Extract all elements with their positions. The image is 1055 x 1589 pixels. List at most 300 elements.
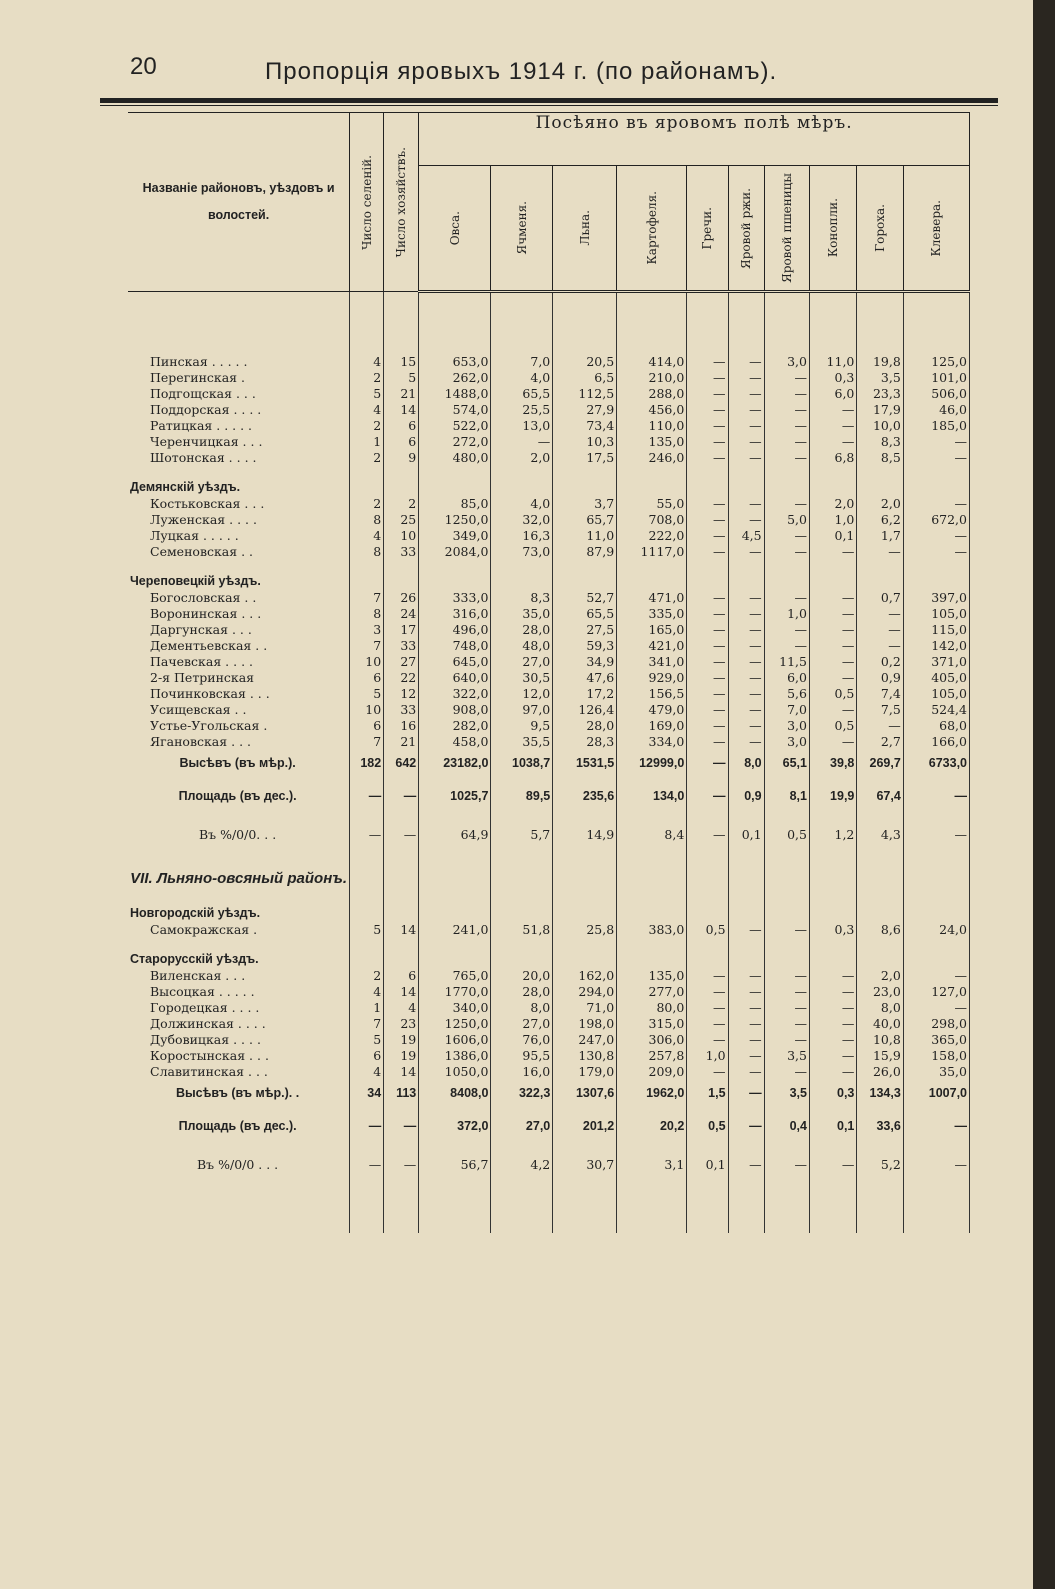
table-row: [128, 853, 970, 905]
table-cell: [553, 465, 617, 479]
table-cell: —: [809, 983, 856, 999]
table-cell: —: [809, 1063, 856, 1079]
table-cell: [764, 1183, 809, 1233]
table-row: [128, 701, 970, 717]
table-cell: 9: [384, 449, 419, 465]
table-cell: [903, 905, 969, 921]
table-cell: 32,0: [491, 511, 553, 527]
table-cell: 7,4: [857, 685, 903, 701]
table-cell: 17: [384, 621, 419, 637]
table-cell: —: [350, 1107, 384, 1145]
table-cell: 2: [350, 417, 384, 433]
table-cell: —: [764, 495, 809, 511]
table-row: [128, 495, 970, 511]
table-cell: —: [857, 605, 903, 621]
row-label: Костьковская . . .: [150, 495, 265, 511]
table-cell: 11,0: [553, 527, 617, 543]
table-cell: 20,2: [617, 1107, 687, 1145]
table-cell: 4,2: [491, 1145, 553, 1183]
table-cell: 3,5: [857, 369, 903, 385]
table-cell: —: [857, 543, 903, 559]
table-cell: —: [687, 543, 728, 559]
table-cell: 333,0: [419, 589, 491, 605]
table-cell: 65,5: [491, 385, 553, 401]
table-cell: [687, 559, 728, 573]
table-cell: 25,5: [491, 401, 553, 417]
table-cell: —: [857, 637, 903, 653]
table-cell: 89,5: [491, 777, 553, 815]
table-cell: [728, 951, 764, 967]
table-cell: 5: [350, 385, 384, 401]
table-cell: [728, 573, 764, 589]
table-cell: —: [857, 621, 903, 637]
table-cell: —: [687, 983, 728, 999]
table-cell: [350, 559, 384, 573]
table-cell: —: [809, 653, 856, 669]
table-cell: [764, 937, 809, 951]
table-cell: [809, 937, 856, 951]
table-cell: 0,3: [809, 369, 856, 385]
table-cell: —: [764, 543, 809, 559]
page-number: 20: [130, 53, 157, 80]
table-cell: —: [687, 815, 728, 853]
table-cell: [553, 559, 617, 573]
table-row: [128, 749, 970, 777]
table-cell: [728, 292, 764, 354]
table-cell: [903, 1183, 969, 1233]
table-cell: —: [728, 967, 764, 983]
table-cell: 3,0: [764, 717, 809, 733]
table-cell: [687, 573, 728, 589]
table-cell: 52,7: [553, 589, 617, 605]
table-row: [128, 1145, 970, 1183]
table-cell: 7,5: [857, 701, 903, 717]
table-cell: —: [903, 999, 969, 1015]
table-cell: 35,0: [903, 1063, 969, 1079]
table-cell: 27,0: [491, 1015, 553, 1031]
table-cell: 162,0: [553, 967, 617, 983]
table-cell: —: [384, 1107, 419, 1145]
row-label: Высѣвъ (въ мѣр.).: [179, 756, 296, 770]
table-cell: [491, 573, 553, 589]
header-villages: Число селеній.: [350, 113, 384, 292]
table-cell: 17,9: [857, 401, 903, 417]
table-cell: 4,3: [857, 815, 903, 853]
row-label: Воронинская . . .: [150, 605, 262, 621]
table-cell: —: [687, 369, 728, 385]
table-cell: [419, 559, 491, 573]
row-label: Ратицкая . . . . .: [150, 417, 253, 433]
table-cell: —: [687, 401, 728, 417]
table-cell: —: [687, 999, 728, 1015]
table-cell: 1531,5: [553, 749, 617, 777]
table-cell: 15,9: [857, 1047, 903, 1063]
table-row: [128, 717, 970, 733]
table-cell: 0,2: [857, 653, 903, 669]
table-cell: —: [687, 605, 728, 621]
row-label: Подгощская . . .: [150, 385, 256, 401]
table-cell: 262,0: [419, 369, 491, 385]
table-cell: 1606,0: [419, 1031, 491, 1047]
table-cell: 2,0: [857, 967, 903, 983]
table-cell: 8: [350, 511, 384, 527]
table-cell: 7: [350, 589, 384, 605]
table-cell: 640,0: [419, 669, 491, 685]
table-cell: 0,9: [857, 669, 903, 685]
table-cell: [419, 292, 491, 354]
table-row: [128, 905, 970, 921]
table-cell: 2: [350, 449, 384, 465]
table-cell: —: [687, 353, 728, 369]
table-cell: 4: [350, 983, 384, 999]
row-label: Площадь (въ дес.).: [178, 1119, 297, 1133]
table-cell: [809, 465, 856, 479]
table-cell: 456,0: [617, 401, 687, 417]
table-cell: 135,0: [617, 433, 687, 449]
table-cell: [764, 951, 809, 967]
row-label: Высоцкая . . . . .: [150, 983, 255, 999]
table-cell: 26: [384, 589, 419, 605]
table-cell: 10,0: [857, 417, 903, 433]
row-label: Самокражская .: [150, 921, 258, 937]
table-cell: 2: [350, 967, 384, 983]
table-cell: [728, 559, 764, 573]
table-cell: 25,8: [553, 921, 617, 937]
table-cell: 1: [350, 433, 384, 449]
table-cell: 1038,7: [491, 749, 553, 777]
table-cell: —: [809, 733, 856, 749]
table-cell: 12999,0: [617, 749, 687, 777]
table-cell: 68,0: [903, 717, 969, 733]
table-cell: 28,0: [553, 717, 617, 733]
row-label: Пачевская . . . .: [150, 653, 253, 669]
table-cell: —: [764, 527, 809, 543]
table-cell: 55,0: [617, 495, 687, 511]
table-cell: —: [728, 1079, 764, 1107]
header-crop-flax: Льна.: [553, 166, 617, 292]
table-row: [128, 815, 970, 853]
table-cell: 471,0: [617, 589, 687, 605]
table-cell: 33: [384, 637, 419, 653]
row-label: Площадь (въ дес.).: [178, 789, 297, 803]
table-cell: [857, 905, 903, 921]
table-cell: [764, 292, 809, 354]
table-cell: —: [728, 433, 764, 449]
table-cell: 169,0: [617, 717, 687, 733]
table-row: [128, 937, 970, 951]
table-cell: [350, 937, 384, 951]
table-cell: 19: [384, 1047, 419, 1063]
table-cell: 0,3: [809, 1079, 856, 1107]
table-cell: —: [728, 1015, 764, 1031]
table-cell: [350, 573, 384, 589]
table-cell: [728, 905, 764, 921]
table-cell: 5: [384, 369, 419, 385]
table-cell: [687, 292, 728, 354]
table-cell: —: [809, 605, 856, 621]
table-cell: —: [764, 637, 809, 653]
table-cell: 0,7: [857, 589, 903, 605]
table-cell: [419, 1183, 491, 1233]
table-cell: 1: [350, 999, 384, 1015]
table-cell: [617, 465, 687, 479]
table-cell: —: [687, 417, 728, 433]
table-cell: 35,5: [491, 733, 553, 749]
table-cell: 39,8: [809, 749, 856, 777]
table-cell: 5,6: [764, 685, 809, 701]
row-label: Поддорская . . . .: [150, 401, 262, 417]
table-cell: 5,7: [491, 815, 553, 853]
table-cell: —: [728, 449, 764, 465]
table-cell: 87,9: [553, 543, 617, 559]
table-cell: 1770,0: [419, 983, 491, 999]
table-cell: 28,0: [491, 621, 553, 637]
table-cell: 372,0: [419, 1107, 491, 1145]
table-cell: —: [687, 685, 728, 701]
table-cell: [350, 853, 384, 905]
table-cell: —: [728, 589, 764, 605]
table-cell: 125,0: [903, 353, 969, 369]
table-cell: —: [687, 1063, 728, 1079]
table-cell: 8: [350, 543, 384, 559]
row-label: 2-я Петринская: [150, 669, 255, 685]
table-cell: 10,3: [553, 433, 617, 449]
table-cell: —: [687, 1015, 728, 1031]
table-cell: [687, 465, 728, 479]
table-cell: 269,7: [857, 749, 903, 777]
table-cell: —: [903, 1107, 969, 1145]
table-cell: 241,0: [419, 921, 491, 937]
table-cell: 14,9: [553, 815, 617, 853]
row-label: Череповецкій уѣздъ.: [130, 574, 261, 588]
table-cell: [903, 951, 969, 967]
table-cell: —: [809, 701, 856, 717]
table-cell: 322,0: [419, 685, 491, 701]
page-title: Пропорція яровыхъ 1914 г. (по районамъ).: [265, 58, 778, 85]
table-cell: 1117,0: [617, 543, 687, 559]
table-row: [128, 983, 970, 999]
table-cell: —: [687, 589, 728, 605]
header-crop-barley: Ячменя.: [491, 166, 553, 292]
table-cell: 12,0: [491, 685, 553, 701]
table-row: [128, 1015, 970, 1031]
table-cell: —: [728, 1031, 764, 1047]
table-cell: 28,0: [491, 983, 553, 999]
table-cell: 33,6: [857, 1107, 903, 1145]
table-cell: [857, 937, 903, 951]
table-cell: —: [728, 1107, 764, 1145]
row-label: Луцкая . . . . .: [150, 527, 239, 543]
table-cell: [553, 1183, 617, 1233]
table-cell: —: [728, 1047, 764, 1063]
table-cell: —: [350, 1145, 384, 1183]
table-cell: 56,7: [419, 1145, 491, 1183]
table-cell: 8,4: [617, 815, 687, 853]
table-cell: 2084,0: [419, 543, 491, 559]
row-label: Должинская . . . .: [150, 1015, 266, 1031]
table-cell: —: [764, 589, 809, 605]
table-cell: [809, 292, 856, 354]
table-cell: [903, 853, 969, 905]
table-cell: 6733,0: [903, 749, 969, 777]
table-cell: —: [687, 701, 728, 717]
table-cell: 3,1: [617, 1145, 687, 1183]
table-cell: [350, 479, 384, 495]
table-cell: —: [728, 495, 764, 511]
table-cell: —: [728, 1063, 764, 1079]
table-cell: 17,2: [553, 685, 617, 701]
table-cell: —: [687, 967, 728, 983]
table-row: [128, 353, 970, 369]
table-cell: [350, 465, 384, 479]
table-cell: 19,8: [857, 353, 903, 369]
table-cell: 7,0: [491, 353, 553, 369]
table-cell: —: [728, 621, 764, 637]
table-cell: 8,6: [857, 921, 903, 937]
table-cell: —: [764, 999, 809, 1015]
row-label: Виленская . . .: [150, 967, 246, 983]
table-cell: —: [728, 511, 764, 527]
table-cell: —: [687, 777, 728, 815]
table-cell: 480,0: [419, 449, 491, 465]
table-cell: 14: [384, 1063, 419, 1079]
table-cell: 6: [350, 717, 384, 733]
table-row: [128, 527, 970, 543]
table-cell: 209,0: [617, 1063, 687, 1079]
row-label: Перегинская .: [150, 369, 246, 385]
table-cell: 294,0: [553, 983, 617, 999]
table-cell: —: [764, 1031, 809, 1047]
table-cell: 10,8: [857, 1031, 903, 1047]
table-cell: 7: [350, 637, 384, 653]
table-cell: 8: [350, 605, 384, 621]
table-cell: 316,0: [419, 605, 491, 621]
row-label: Богословская . .: [150, 589, 257, 605]
table-cell: 4: [350, 401, 384, 417]
table-cell: [491, 937, 553, 951]
table-cell: —: [728, 401, 764, 417]
table-cell: —: [687, 733, 728, 749]
table-cell: 135,0: [617, 967, 687, 983]
table-cell: 1007,0: [903, 1079, 969, 1107]
table-cell: 2: [350, 369, 384, 385]
table-cell: 27,0: [491, 653, 553, 669]
table-row: [128, 589, 970, 605]
table-cell: 134,3: [857, 1079, 903, 1107]
table-cell: 34: [350, 1079, 384, 1107]
table-cell: [419, 905, 491, 921]
table-cell: [491, 951, 553, 967]
row-label: Новгородскій уѣздъ.: [130, 906, 261, 920]
header-sown: Посѣяно въ яровомъ полѣ мѣръ.: [419, 113, 970, 166]
table-cell: 112,5: [553, 385, 617, 401]
table-cell: 16,3: [491, 527, 553, 543]
table-cell: 6: [350, 669, 384, 685]
table-cell: 2,0: [809, 495, 856, 511]
row-label: Ягановская . . .: [150, 733, 251, 749]
table-row: [128, 559, 970, 573]
table-cell: [809, 559, 856, 573]
table-cell: 315,0: [617, 1015, 687, 1031]
table-cell: 11,0: [809, 353, 856, 369]
table-cell: 288,0: [617, 385, 687, 401]
table-cell: [857, 853, 903, 905]
table-cell: 126,4: [553, 701, 617, 717]
table-row: [128, 1183, 970, 1233]
table-cell: 5,2: [857, 1145, 903, 1183]
table-cell: [764, 905, 809, 921]
table-cell: 48,0: [491, 637, 553, 653]
table-cell: 6,2: [857, 511, 903, 527]
table-cell: 765,0: [419, 967, 491, 983]
table-cell: [553, 937, 617, 951]
table-row: [128, 433, 970, 449]
table-cell: 40,0: [857, 1015, 903, 1031]
table-cell: 298,0: [903, 1015, 969, 1031]
table-cell: —: [728, 369, 764, 385]
table-cell: 185,0: [903, 417, 969, 433]
table-cell: 421,0: [617, 637, 687, 653]
table-cell: 1250,0: [419, 511, 491, 527]
table-cell: —: [764, 921, 809, 937]
row-label: Въ %/0/0 . . .: [197, 1156, 279, 1172]
table-cell: 642: [384, 749, 419, 777]
row-label: Коростынская . . .: [150, 1047, 269, 1063]
row-label: [128, 1183, 350, 1233]
table-cell: [809, 479, 856, 495]
table-cell: —: [764, 621, 809, 637]
table-cell: 14: [384, 983, 419, 999]
header-rule: [100, 98, 998, 103]
table-cell: 113: [384, 1079, 419, 1107]
row-label: [128, 292, 350, 354]
table-cell: 17,5: [553, 449, 617, 465]
table-cell: 110,0: [617, 417, 687, 433]
table-cell: 130,8: [553, 1047, 617, 1063]
table-cell: —: [687, 669, 728, 685]
table-cell: [857, 559, 903, 573]
table-cell: —: [903, 815, 969, 853]
table-cell: 10: [384, 527, 419, 543]
table-cell: 0,1: [809, 527, 856, 543]
table-cell: 0,5: [687, 1107, 728, 1145]
table-cell: [857, 1183, 903, 1233]
scan-edge: [1033, 0, 1055, 1589]
table-row: [128, 573, 970, 589]
table-row: [128, 621, 970, 637]
header-crop-peas: Гороха.: [857, 166, 903, 292]
table-cell: —: [809, 589, 856, 605]
table-cell: 1488,0: [419, 385, 491, 401]
table-cell: 27: [384, 653, 419, 669]
table-cell: —: [687, 717, 728, 733]
table-cell: —: [728, 543, 764, 559]
header-crop-buckwheat: Гречи.: [687, 166, 728, 292]
table-cell: 8408,0: [419, 1079, 491, 1107]
table-cell: —: [764, 433, 809, 449]
table-cell: 0,4: [764, 1107, 809, 1145]
table-cell: 158,0: [903, 1047, 969, 1063]
table-cell: 6,8: [809, 449, 856, 465]
table-row: [128, 999, 970, 1015]
table-cell: [384, 1183, 419, 1233]
table-cell: [857, 465, 903, 479]
table-cell: [809, 573, 856, 589]
table-cell: 0,3: [809, 921, 856, 937]
table-cell: 33: [384, 701, 419, 717]
table-cell: 8,0: [491, 999, 553, 1015]
table-cell: —: [687, 449, 728, 465]
